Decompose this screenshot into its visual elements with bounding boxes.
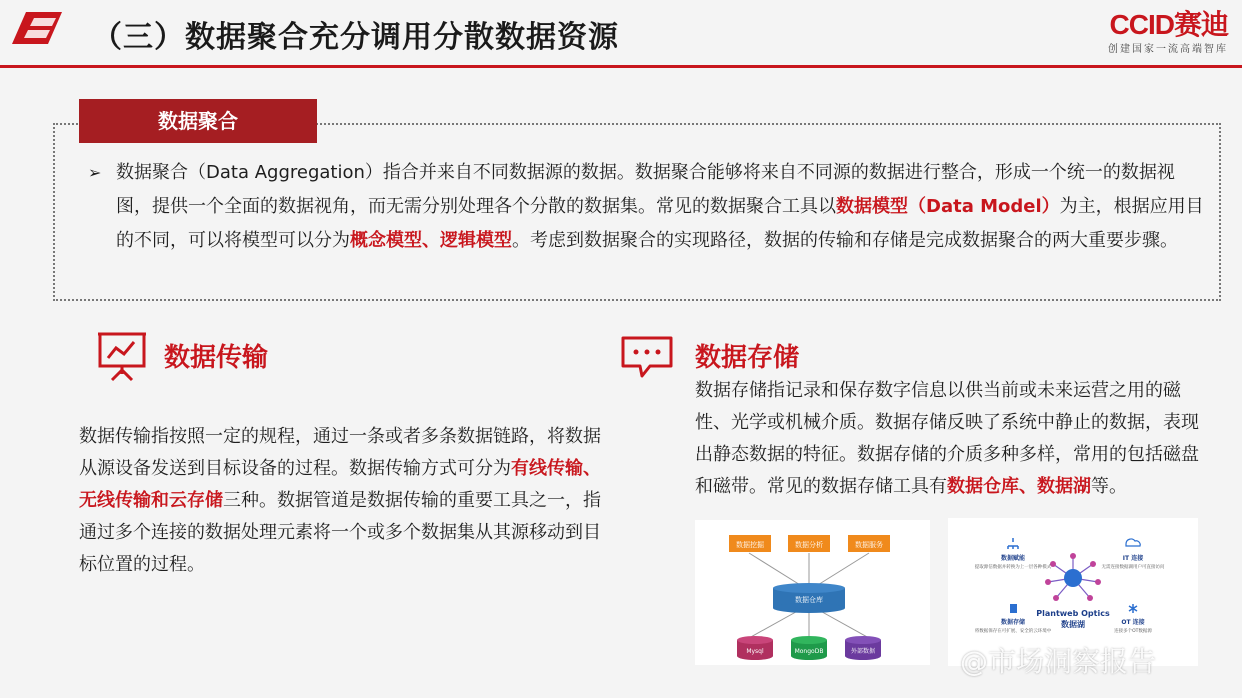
warehouse-top-label: 数据挖掘 [736, 541, 764, 549]
brand-tagline: 创建国家一流高端智库 [1108, 44, 1228, 55]
warehouse-top-label: 数据服务 [855, 541, 883, 549]
db-label: Mysql [746, 648, 764, 655]
lake-title: Plantweb Optics [1036, 609, 1110, 618]
chart-board-icon [96, 330, 148, 382]
aggregation-text [88, 156, 1208, 258]
node-data-empower [975, 538, 1052, 570]
brand-name: CCID赛迪 [1109, 9, 1228, 40]
storage-text [695, 375, 1200, 503]
svg-text:无需连接数据湖用户可直接访问: 无需连接数据湖用户可直接访问 [1101, 565, 1165, 570]
svg-text:连接多个OT数据源: 连接多个OT数据源 [1114, 629, 1152, 634]
header-divider [0, 65, 1242, 68]
transmission-title: 数据传输 [164, 343, 269, 373]
svg-text:将数据保存在可扩展、安全的云环境中: 将数据保存在可扩展、安全的云环境中 [974, 629, 1052, 634]
transmission-highlight: 有线传输、无线传输和云存储 [79, 458, 601, 511]
warehouse-top-label: 数据分析 [795, 541, 823, 549]
transmission-text [79, 421, 609, 581]
data-warehouse-diagram [695, 520, 930, 665]
storage-title: 数据存储 [695, 343, 800, 373]
bullet-arrow-icon: ➢ [88, 163, 102, 182]
cloud-icon [1126, 539, 1140, 546]
hierarchy-icon [1008, 538, 1018, 549]
database-icon [1010, 604, 1017, 613]
chat-bubble-icon [620, 335, 674, 379]
aggregation-highlight-models: 概念模型、逻辑模型 [350, 230, 512, 251]
db-label: MongoDB [794, 648, 824, 655]
lake-network-icon [1045, 553, 1101, 601]
aggregation-tab: 数据聚合 [79, 99, 317, 143]
asterisk-icon [1129, 604, 1137, 613]
brand-logo [1108, 10, 1228, 55]
svg-text:OT 连接: OT 连接 [1121, 619, 1145, 626]
node-ot-connect [1114, 604, 1152, 634]
storage-highlight: 数据仓库、数据湖 [947, 476, 1091, 497]
transmission-p1: 数据传输指按照一定的规程，通过一条或者多条数据链路，将数据从源设备发送到目标设备的过程。数据传输方式可分为 [79, 426, 601, 479]
transmission-p2: 三种。数据管道是数据传输的重要工具之一，指通过多个连接的数据处理元素将一个或多个数据集从其源移动到目标位置的过程。 [79, 490, 601, 575]
svg-text:数据存储: 数据存储 [1000, 619, 1026, 626]
warehouse-center-label: 数据仓库 [795, 596, 823, 604]
svg-text:提取源信数据并转换为上一层各种模式: 提取源信数据并转换为上一层各种模式 [974, 565, 1052, 570]
watermark: @市场洞察报告 [960, 645, 1157, 678]
db-label: 外部数据 [850, 648, 876, 655]
slash-logo-icon [12, 12, 62, 44]
page-title: （三）数据聚合充分调用分散数据资源 [92, 20, 619, 55]
aggregation-highlight-data-model: 数据模型（Data Model） [836, 196, 1060, 217]
aggregation-p1: 数据聚合（Data Aggregation）指合并来自不同数据源的数据。数据聚合能够将来自不同源的数据进行整合，形成一个统一的数据视图，提供一个全面的数据视角，而无需分别处理各个分散的数据集。常见的数据聚合工具以 [116, 162, 1175, 217]
svg-text:IT 连接: IT 连接 [1122, 555, 1144, 562]
aggregation-p2: 为主，根据应用目的不同，可以将模型可以分为 [116, 196, 1204, 251]
storage-p2: 等。 [1091, 476, 1127, 497]
aggregation-p3: 。考虑到数据聚合的实现路径，数据的传输和存储是完成数据聚合的两大重要步骤。 [512, 230, 1178, 251]
storage-p1: 数据存储指记录和保存数字信息以供当前或未来运营之用的磁性、光学或机械介质。数据存储反映了系统中静止的数据，表现出静态数据的特征。数据存储的介质多种多样，常用的包括磁盘和磁带。常见的数据存储工具有 [695, 380, 1199, 497]
lake-subtitle: 数据湖 [1061, 620, 1085, 629]
svg-text:数据赋能: 数据赋能 [1000, 555, 1026, 562]
node-it-connect [1102, 539, 1165, 570]
